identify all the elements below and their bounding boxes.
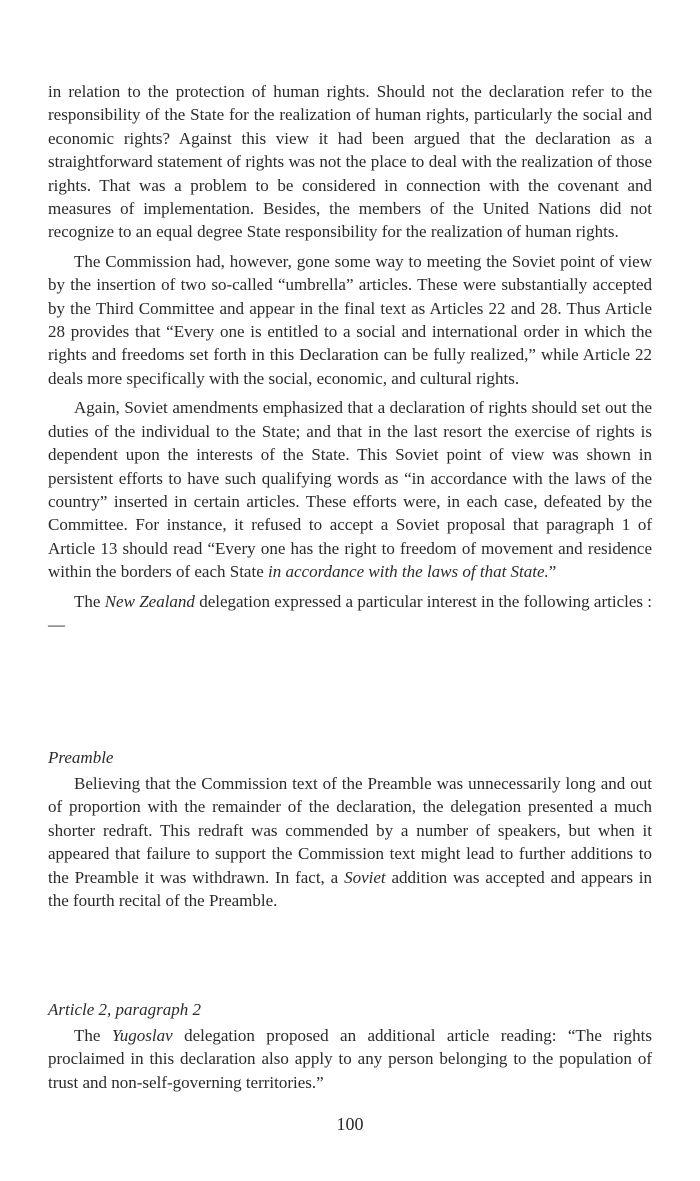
body-text-article-2 [48,1024,652,1094]
paragraph-preamble-post: addition was accepted and appears in the fourth recital of the Preamble. [48,867,653,911]
paragraph-realization: in relation to the protection of human rights. Should not the declaration refer to the responsibility of the State for the realization of human rights, particularly the social and economic rights? Against this view it had been argued that the declaration as a straightforward statement of rights was not the place to deal with the realization of those rights. That was a problem to be considered in connection with the covenant and measures of implementation. Besides, the members of the United Nations did not recognize to an equal degree State responsibility for the realization of human rights. [48,82,652,242]
paragraph-yugoslav-pre: The [74,1026,101,1045]
paragraph-soviet-duties-quote: in accordance with the laws of that State. [268,562,549,582]
paragraph-preamble [48,772,652,912]
paragraph-soviet-duties-close: ” [548,562,557,582]
section-heading-preamble: Preamble [48,748,114,767]
paragraph-yugoslav-post: delegation proposed an additional article reading: “The rights proclaimed in this declaration also apply to any person belonging to the population of trust and non-self-governing territories.” [48,1026,652,1092]
body-text-preamble [48,772,652,912]
section-heading-article-2: Article 2, paragraph 2 [48,1000,201,1019]
paragraph-umbrella-articles: The Commission had, however, gone some way to meeting the Soviet point of view by the insertion of two so-called “umbrella” articles. These were substantially accepted by the Third Committee and appear in the final text as Articles 22 and 28. Thus Article 28 provides that “Every one is entitled to a social and international order in which the rights and freedoms set forth in this Declaration can be fully realized,” while Article 22 deals more specifically with the social, economic, and cultural rights. [48,251,652,388]
paragraph-new-zealand-name: New Zealand [104,591,195,611]
paragraph-preamble-soviet: Soviet [344,867,386,887]
paragraph-soviet-duties-text: Again, Soviet amendments emphasized that a declaration of rights should set out the duties of the individual to the State; and that in the last resort the exercise of rights is dependent upon the interests of the State. This Soviet point of view was shown in persistent efforts to have such qualifying words as “in accordance with the laws of the country” inserted in certain articles. These efforts were, in each case, defeated by the Committee. For instance, it refused to accept a Soviet proposal that paragraph 1 of Article 13 should read “Every one has the right to freedom of movement and residence within the borders of each State [48,398,652,582]
paragraph-yugoslav-name: Yugoslav [111,1026,173,1045]
paragraph-yugoslav [48,1024,652,1094]
body-text-top [48,80,652,636]
paragraph-new-zealand-pre: The [74,591,101,611]
page-number: 100 [336,1114,364,1134]
paragraph-soviet-duties [48,396,652,583]
paragraph-preamble-pre: Believing that the Commission text of the Preamble was unnecessarily long and out of proportion with the remainder of the declaration, the delegation presented a much shorter redraft. This redraft was commended by a number of speakers, but when it appeared that failure to support the Commission text might lead to further additions to the Preamble it was withdrawn. In fact, a [48,774,652,887]
paragraph-new-zealand [48,590,652,637]
paragraph-new-zealand-post: delegation expressed a particular interest in the following articles :— [48,591,653,634]
